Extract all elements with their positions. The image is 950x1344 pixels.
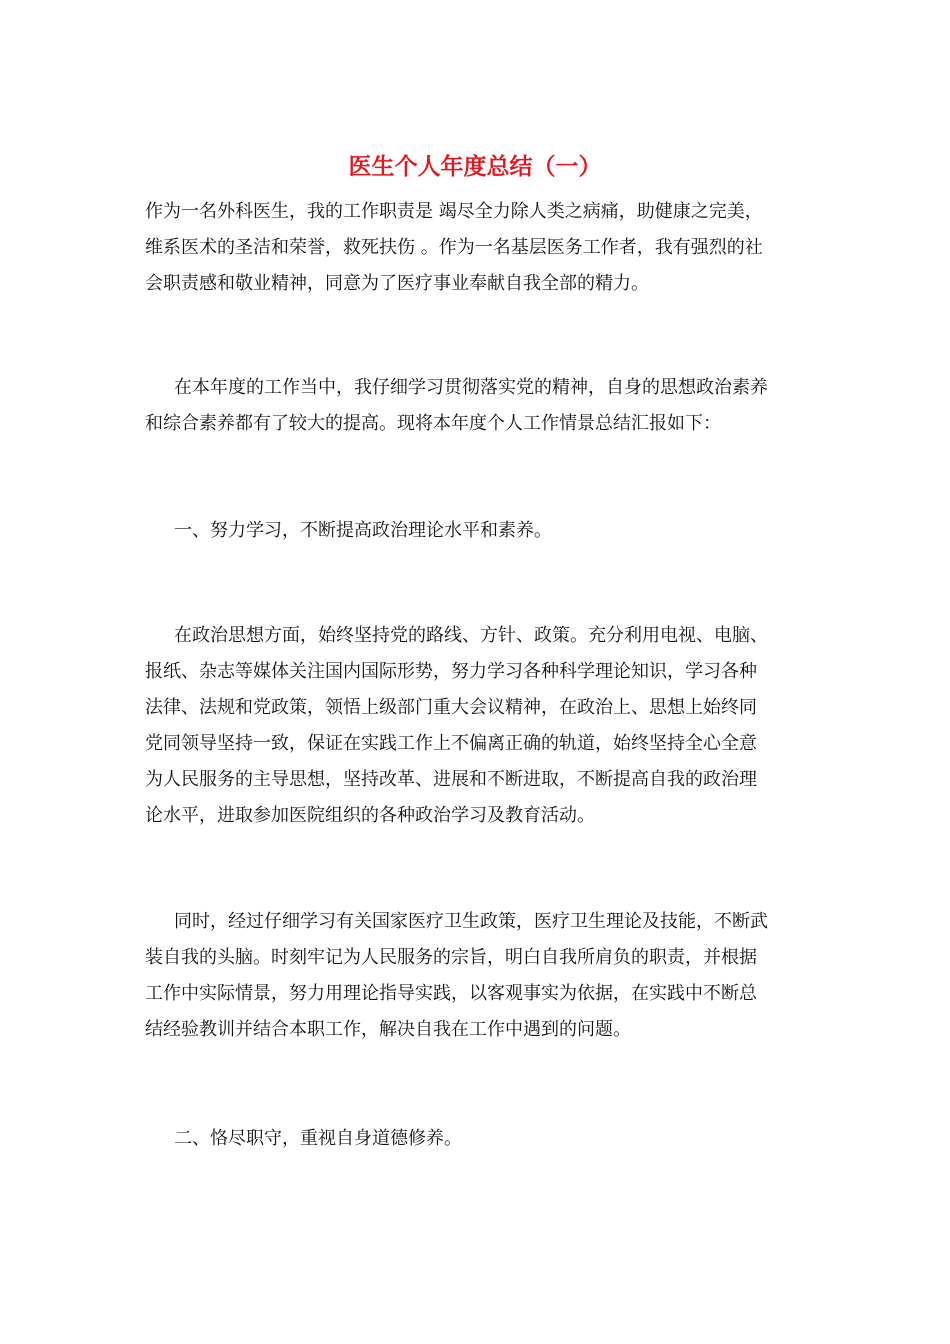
text-line: 结经验教训并结合本职工作，解决自我在工作中遇到的问题。 (145, 1019, 631, 1040)
text-line: 为人民服务的主导思想，坚持改革、进展和不断进取，不断提高自我的政治理 (145, 769, 757, 790)
section-heading-2 (145, 1121, 807, 1157)
text-line: 作为一名外科医生，我的工作职责是 竭尽全力除人类之病痛，助健康之完美， (145, 201, 763, 222)
text-line: 在政治思想方面，始终坚持党的路线、方针、政策。充分利用电视、电脑、 (174, 625, 768, 646)
text-line: 装自我的头脑。时刻牢记为人民服务的宗旨，明白自我所肩负的职责，并根据 (145, 947, 757, 968)
text-line: 维系医术的圣洁和荣誉，救死扶伤 。作为一名基层医务工作者，我有强烈的社 (145, 237, 763, 258)
text-line: 论水平，进取参加医院组织的各种政治学习及教育活动。 (145, 805, 595, 826)
text-line: 工作中实际情景，努力用理论指导实践，以客观事实为依据，在实践中不断总 (145, 983, 757, 1004)
text-line: 同时，经过仔细学习有关国家医疗卫生政策，医疗卫生理论及技能，不断武 (174, 911, 768, 932)
paragraph-intro (145, 194, 807, 302)
text-line: 党同领导坚持一致，保证在实践工作上不偏离正确的轨道，始终坚持全心全意 (145, 733, 757, 754)
document-title: 医生个人年度总结（一） (348, 153, 602, 180)
text-line: 和综合素养都有了较大的提高。现将本年度个人工作情景总结汇报如下： (145, 413, 721, 434)
text-line: 法律、法规和党政策，领悟上级部门重大会议精神，在政治上、思想上始终同 (145, 697, 757, 718)
paragraph-political (145, 618, 807, 834)
text-line: 在本年度的工作当中，我仔细学习贯彻落实党的精神，自身的思想政治素养 (174, 377, 768, 398)
text-line: 二、恪尽职守，重视自身道德修养。 (174, 1128, 462, 1149)
paragraph-study (145, 904, 807, 1048)
text-line: 报纸、杂志等媒体关注国内国际形势，努力学习各种科学理论知识，学习各种 (145, 661, 757, 682)
section-heading-1 (145, 513, 807, 549)
text-line: 一、努力学习，不断提高政治理论水平和素养。 (174, 520, 552, 541)
text-line: 会职责感和敬业精神，同意为了医疗事业奉献自我全部的精力。 (145, 273, 649, 294)
paragraph-overview (145, 370, 807, 442)
